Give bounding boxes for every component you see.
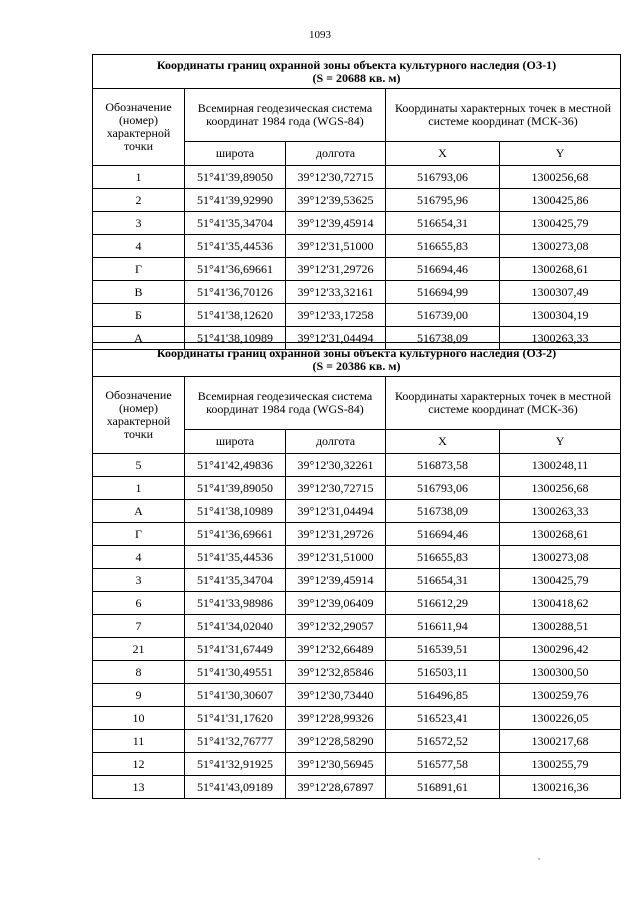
cell-y: 1300304,19 xyxy=(500,304,621,327)
cell-point: Г xyxy=(93,258,185,281)
scan-speck xyxy=(538,858,540,860)
header-lon: долгота xyxy=(286,142,386,166)
table-body xyxy=(93,454,621,799)
table-body xyxy=(93,166,621,350)
cell-point: В xyxy=(93,281,185,304)
cell-lat: 51°41'35,34704 xyxy=(185,212,286,235)
cell-x: 516793,06 xyxy=(386,477,500,500)
cell-lon: 39°12'31,04494 xyxy=(286,327,386,350)
table-row xyxy=(93,258,621,281)
cell-lon: 39°12'30,73440 xyxy=(286,684,386,707)
table-row xyxy=(93,661,621,684)
cell-lon: 39°12'31,29726 xyxy=(286,258,386,281)
header-wgs: Всемирная геодезическая система координат 1984 года (WGS-84) xyxy=(185,377,386,430)
cell-point: 21 xyxy=(93,638,185,661)
table-row xyxy=(93,212,621,235)
table-row xyxy=(93,592,621,615)
header-wgs: Всемирная геодезическая система координат 1984 года (WGS-84) xyxy=(185,89,386,142)
coordinates-table-oz1 xyxy=(92,54,621,350)
cell-x: 516694,99 xyxy=(386,281,500,304)
cell-point: 11 xyxy=(93,730,185,753)
cell-point: 9 xyxy=(93,684,185,707)
cell-y: 1300256,68 xyxy=(500,166,621,189)
cell-x: 516612,29 xyxy=(386,592,500,615)
cell-lat: 51°41'38,10989 xyxy=(185,327,286,350)
cell-point: А xyxy=(93,327,185,350)
cell-point: Г xyxy=(93,523,185,546)
table-area: (S = 20688 кв. м) xyxy=(312,70,401,85)
table-row xyxy=(93,281,621,304)
cell-point: 2 xyxy=(93,189,185,212)
page-number: 1093 xyxy=(309,29,331,41)
cell-lat: 51°41'32,76777 xyxy=(185,730,286,753)
cell-lon: 39°12'39,45914 xyxy=(286,212,386,235)
table-title xyxy=(93,55,621,89)
cell-y: 1300216,36 xyxy=(500,776,621,799)
cell-lon: 39°12'28,58290 xyxy=(286,730,386,753)
cell-lat: 51°41'35,34704 xyxy=(185,569,286,592)
cell-lat: 51°41'39,92990 xyxy=(185,189,286,212)
cell-lon: 39°12'30,56945 xyxy=(286,753,386,776)
cell-x: 516611,94 xyxy=(386,615,500,638)
table-row xyxy=(93,569,621,592)
cell-lat: 51°41'35,44536 xyxy=(185,546,286,569)
cell-x: 516739,00 xyxy=(386,304,500,327)
cell-lat: 51°41'36,69661 xyxy=(185,523,286,546)
cell-lon: 39°12'31,04494 xyxy=(286,500,386,523)
cell-x: 516738,09 xyxy=(386,327,500,350)
cell-y: 1300300,50 xyxy=(500,661,621,684)
cell-lon: 39°12'30,32261 xyxy=(286,454,386,477)
cell-lon: 39°12'33,17258 xyxy=(286,304,386,327)
cell-x: 516655,83 xyxy=(386,235,500,258)
cell-point: 1 xyxy=(93,477,185,500)
cell-y: 1300268,61 xyxy=(500,523,621,546)
cell-lat: 51°41'36,70126 xyxy=(185,281,286,304)
cell-lat: 51°41'38,12620 xyxy=(185,304,286,327)
cell-y: 1300263,33 xyxy=(500,327,621,350)
cell-lat: 51°41'32,91925 xyxy=(185,753,286,776)
cell-point: А xyxy=(93,500,185,523)
cell-y: 1300259,76 xyxy=(500,684,621,707)
cell-lon: 39°12'31,51000 xyxy=(286,546,386,569)
table-row xyxy=(93,776,621,799)
cell-y: 1300425,79 xyxy=(500,569,621,592)
header-y: Y xyxy=(500,142,621,166)
table-row xyxy=(93,235,621,258)
cell-lon: 39°12'28,99326 xyxy=(286,707,386,730)
cell-lon: 39°12'32,29057 xyxy=(286,615,386,638)
cell-lat: 51°41'38,10989 xyxy=(185,500,286,523)
cell-lon: 39°12'39,06409 xyxy=(286,592,386,615)
cell-lon: 39°12'32,66489 xyxy=(286,638,386,661)
cell-lat: 51°41'42,49836 xyxy=(185,454,286,477)
cell-lat: 51°41'31,17620 xyxy=(185,707,286,730)
cell-x: 516694,46 xyxy=(386,258,500,281)
header-point: Обозначение (номер) характерной точки xyxy=(93,377,185,454)
cell-lat: 51°41'39,89050 xyxy=(185,477,286,500)
cell-y: 1300273,08 xyxy=(500,546,621,569)
cell-y: 1300307,49 xyxy=(500,281,621,304)
cell-point: Б xyxy=(93,304,185,327)
header-x: X xyxy=(386,430,500,454)
cell-lat: 51°41'43,09189 xyxy=(185,776,286,799)
table-row xyxy=(93,523,621,546)
cell-point: 10 xyxy=(93,707,185,730)
cell-lat: 51°41'35,44536 xyxy=(185,235,286,258)
header-lat: широта xyxy=(185,430,286,454)
table-row xyxy=(93,684,621,707)
cell-x: 516572,52 xyxy=(386,730,500,753)
cell-lon: 39°12'32,85846 xyxy=(286,661,386,684)
cell-lat: 51°41'34,02040 xyxy=(185,615,286,638)
cell-x: 516655,83 xyxy=(386,546,500,569)
cell-point: 4 xyxy=(93,546,185,569)
table-row xyxy=(93,166,621,189)
cell-lat: 51°41'30,49551 xyxy=(185,661,286,684)
header-lat: широта xyxy=(185,142,286,166)
cell-y: 1300288,51 xyxy=(500,615,621,638)
cell-y: 1300226,05 xyxy=(500,707,621,730)
cell-lon: 39°12'31,51000 xyxy=(286,235,386,258)
table-area: (S = 20386 кв. м) xyxy=(312,358,401,373)
header-msk: Координаты характерных точек в местной системе координат (МСК-36) xyxy=(386,89,621,142)
cell-x: 516539,51 xyxy=(386,638,500,661)
cell-point: 12 xyxy=(93,753,185,776)
cell-lon: 39°12'33,32161 xyxy=(286,281,386,304)
cell-point: 6 xyxy=(93,592,185,615)
header-y: Y xyxy=(500,430,621,454)
cell-lon: 39°12'31,29726 xyxy=(286,523,386,546)
cell-y: 1300418,62 xyxy=(500,592,621,615)
header-point: Обозначение (номер) характерной точки xyxy=(93,89,185,166)
header-msk: Координаты характерных точек в местной системе координат (МСК-36) xyxy=(386,377,621,430)
cell-y: 1300268,61 xyxy=(500,258,621,281)
table-title-text: Координаты границ охранной зоны объекта культурного наследия (ОЗ-2) xyxy=(156,345,557,360)
table-title-text: Координаты границ охранной зоны объекта культурного наследия (ОЗ-1) xyxy=(156,57,557,72)
cell-lon: 39°12'39,53625 xyxy=(286,189,386,212)
cell-x: 516577,58 xyxy=(386,753,500,776)
table-row xyxy=(93,638,621,661)
header-lon: долгота xyxy=(286,430,386,454)
table-row xyxy=(93,615,621,638)
cell-lon: 39°12'30,72715 xyxy=(286,166,386,189)
table-title xyxy=(93,343,621,377)
cell-y: 1300248,11 xyxy=(500,454,621,477)
cell-x: 516694,46 xyxy=(386,523,500,546)
table-row xyxy=(93,500,621,523)
cell-point: 8 xyxy=(93,661,185,684)
cell-y: 1300256,68 xyxy=(500,477,621,500)
cell-lon: 39°12'39,45914 xyxy=(286,569,386,592)
cell-y: 1300296,42 xyxy=(500,638,621,661)
cell-x: 516891,61 xyxy=(386,776,500,799)
cell-point: 13 xyxy=(93,776,185,799)
table-row xyxy=(93,730,621,753)
cell-x: 516654,31 xyxy=(386,212,500,235)
header-x: X xyxy=(386,142,500,166)
table-row xyxy=(93,304,621,327)
cell-point: 3 xyxy=(93,212,185,235)
cell-point: 4 xyxy=(93,235,185,258)
table-row xyxy=(93,707,621,730)
cell-lat: 51°41'31,67449 xyxy=(185,638,286,661)
cell-x: 516654,31 xyxy=(386,569,500,592)
cell-y: 1300425,79 xyxy=(500,212,621,235)
cell-lat: 51°41'39,89050 xyxy=(185,166,286,189)
cell-y: 1300273,08 xyxy=(500,235,621,258)
cell-point: 5 xyxy=(93,454,185,477)
cell-y: 1300255,79 xyxy=(500,753,621,776)
cell-x: 516738,09 xyxy=(386,500,500,523)
cell-x: 516503,11 xyxy=(386,661,500,684)
cell-point: 3 xyxy=(93,569,185,592)
cell-x: 516523,41 xyxy=(386,707,500,730)
cell-point: 1 xyxy=(93,166,185,189)
cell-x: 516793,06 xyxy=(386,166,500,189)
table-row xyxy=(93,477,621,500)
cell-x: 516496,85 xyxy=(386,684,500,707)
table-row xyxy=(93,546,621,569)
cell-y: 1300425,86 xyxy=(500,189,621,212)
table-row xyxy=(93,189,621,212)
cell-lat: 51°41'33,98986 xyxy=(185,592,286,615)
table-row xyxy=(93,753,621,776)
cell-lat: 51°41'36,69661 xyxy=(185,258,286,281)
cell-lat: 51°41'30,30607 xyxy=(185,684,286,707)
cell-x: 516795,96 xyxy=(386,189,500,212)
table-row xyxy=(93,454,621,477)
cell-lon: 39°12'28,67897 xyxy=(286,776,386,799)
coordinates-table-oz2 xyxy=(92,342,621,799)
cell-y: 1300263,33 xyxy=(500,500,621,523)
cell-point: 7 xyxy=(93,615,185,638)
cell-lon: 39°12'30,72715 xyxy=(286,477,386,500)
cell-x: 516873,58 xyxy=(386,454,500,477)
cell-y: 1300217,68 xyxy=(500,730,621,753)
